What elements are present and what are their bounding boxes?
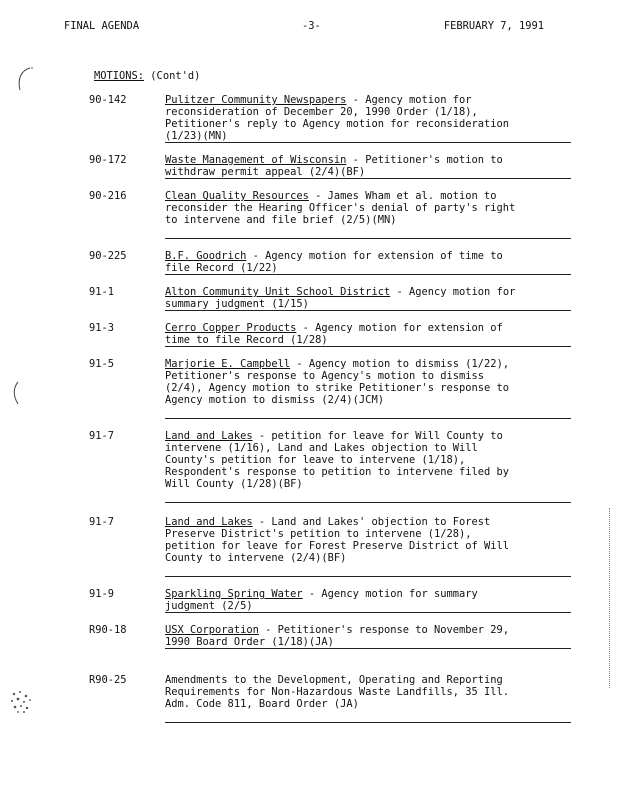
description-line (165, 94, 575, 106)
scan-edge-line (609, 508, 610, 688)
line-text: Amendments to the Development, Operating and Reporting (165, 674, 503, 686)
line-text: (2/4), Agency motion to strike Petitioner's response to (165, 382, 510, 394)
line-text: 1990 Board Order (1/18)(JA) (165, 636, 334, 648)
line-text: - Petitioner's motion to (346, 154, 503, 166)
line-text: judgment (2/5) (165, 600, 253, 612)
item-description (165, 94, 575, 142)
scan-mark-curve (12, 64, 36, 94)
description-line (165, 106, 575, 118)
description-line (165, 540, 575, 552)
item-description (165, 516, 575, 564)
item-description (165, 190, 575, 226)
description-line (165, 454, 575, 466)
party-name: USX Corporation (165, 624, 259, 636)
description-line (165, 442, 575, 454)
line-text: Petitioner's reply to Agency motion for reconsideration (165, 118, 510, 130)
line-text: file Record (1/22) (165, 262, 278, 274)
party-name: Alton Community Unit School District (165, 286, 391, 298)
line-text: - Agency motion to dismiss (1/22), (290, 358, 510, 370)
line-text: - James Wham et al. motion to (308, 190, 497, 202)
signature-rule (165, 238, 571, 239)
signature-rule (165, 722, 571, 723)
signature-rule (165, 576, 571, 577)
line-text: - Agency motion for extension of (296, 322, 503, 334)
docket-number: 91-5 (89, 358, 115, 370)
description-line (165, 322, 575, 334)
item-description (165, 154, 575, 178)
line-text: Will County (1/28)(BF) (165, 478, 303, 490)
scan-mark-bracket (8, 380, 24, 406)
description-line (165, 552, 575, 564)
header-title: FINAL AGENDA (64, 20, 140, 32)
line-text: Preserve District's petition to intervene (1/28), (165, 528, 472, 540)
section-heading-label: MOTIONS: (94, 70, 145, 82)
signature-rule (165, 418, 571, 419)
line-text: intervene (1/16), Land and Lakes objection to Will (165, 442, 478, 454)
item-description (165, 588, 575, 612)
line-text: Adm. Code 811, Board Order (JA) (165, 698, 359, 710)
docket-number: 91-1 (89, 286, 115, 298)
signature-rule (165, 502, 571, 503)
scan-mark-stamp (6, 686, 36, 716)
docket-number: 90-172 (89, 154, 127, 166)
signature-rule (165, 274, 571, 275)
description-line (165, 130, 575, 142)
description-line (165, 698, 575, 710)
line-text: (1/23)(MN) (165, 130, 228, 142)
description-line (165, 154, 575, 166)
description-line (165, 588, 575, 600)
line-text: Agency motion to dismiss (2/4)(JCM) (165, 394, 384, 406)
item-description (165, 430, 575, 490)
line-text: - Land and Lakes' objection to Forest (252, 516, 491, 528)
item-description (165, 250, 575, 274)
docket-number: 90-225 (89, 250, 127, 262)
description-line (165, 262, 575, 274)
party-name: Land and Lakes (165, 430, 253, 442)
description-line (165, 118, 575, 130)
line-text: - Agency motion for (390, 286, 516, 298)
page-number: -3- (302, 20, 321, 32)
docket-number: 90-216 (89, 190, 127, 202)
description-line (165, 674, 575, 686)
party-name: Marjorie E. Campbell (165, 358, 291, 370)
party-name: Pulitzer Community Newspapers (165, 94, 347, 106)
description-line (165, 250, 575, 262)
description-line (165, 600, 575, 612)
signature-rule (165, 142, 571, 143)
party-name: B.F. Goodrich (165, 250, 247, 262)
description-line (165, 382, 575, 394)
description-line (165, 624, 575, 636)
docket-number: 90-142 (89, 94, 127, 106)
description-line (165, 166, 575, 178)
signature-rule (165, 648, 571, 649)
page-header (64, 20, 544, 34)
description-line (165, 636, 575, 648)
line-text: time to file Record (1/28) (165, 334, 328, 346)
line-text: - Agency motion for summary (302, 588, 478, 600)
item-description (165, 674, 575, 710)
item-description (165, 624, 575, 648)
signature-rule (165, 310, 571, 311)
line-text: - Agency motion for extension of time to (246, 250, 503, 262)
description-line (165, 686, 575, 698)
party-name: Sparkling Spring Water (165, 588, 303, 600)
docket-number: R90-25 (89, 674, 127, 686)
description-line (165, 358, 575, 370)
line-text: reconsider the Hearing Officer's denial of party's right (165, 202, 516, 214)
description-line (165, 478, 575, 490)
item-description (165, 358, 575, 406)
party-name: Clean Quality Resources (165, 190, 309, 202)
item-description (165, 322, 575, 346)
description-line (165, 394, 575, 406)
line-text: - petition for leave for Will County to (252, 430, 503, 442)
line-text: - Agency motion for (346, 94, 472, 106)
description-line (165, 466, 575, 478)
line-text: petition for leave for Forest Preserve District of Will (165, 540, 510, 552)
description-line (165, 214, 575, 226)
description-line (165, 370, 575, 382)
line-text: reconsideration of December 20, 1990 Order (1/18), (165, 106, 478, 118)
line-text: Requirements for Non-Hazardous Waste Landfills, 35 Ill. (165, 686, 510, 698)
description-line (165, 528, 575, 540)
description-line (165, 202, 575, 214)
line-text: - Petitioner's response to November 29, (258, 624, 510, 636)
description-line (165, 516, 575, 528)
line-text: summary judgment (1/15) (165, 298, 309, 310)
docket-number: 91-3 (89, 322, 115, 334)
signature-rule (165, 178, 571, 179)
party-name: Land and Lakes (165, 516, 253, 528)
line-text: County's petition for leave to intervene (1/18), (165, 454, 466, 466)
description-line (165, 298, 575, 310)
description-line (165, 430, 575, 442)
party-name: Waste Management of Wisconsin (165, 154, 347, 166)
item-description (165, 286, 575, 310)
line-text: Respondent's response to petition to intervene filed by (165, 466, 510, 478)
signature-rule (165, 346, 571, 347)
line-text: to intervene and file brief (2/5)(MN) (165, 214, 397, 226)
docket-number: 91-7 (89, 516, 115, 528)
docket-number: 91-7 (89, 430, 115, 442)
description-line (165, 334, 575, 346)
line-text: Petitioner's response to Agency's motion to dismiss (165, 370, 485, 382)
docket-number: R90-18 (89, 624, 127, 636)
docket-number: 91-9 (89, 588, 115, 600)
signature-rule (165, 612, 571, 613)
section-heading (94, 70, 200, 82)
party-name: Cerro Copper Products (165, 322, 297, 334)
header-date: FEBRUARY 7, 1991 (443, 20, 544, 32)
line-text: County to intervene (2/4)(BF) (165, 552, 347, 564)
line-text: withdraw permit appeal (2/4)(BF) (165, 166, 366, 178)
description-line (165, 190, 575, 202)
section-heading-suffix: (Cont'd) (144, 70, 201, 82)
description-line (165, 286, 575, 298)
